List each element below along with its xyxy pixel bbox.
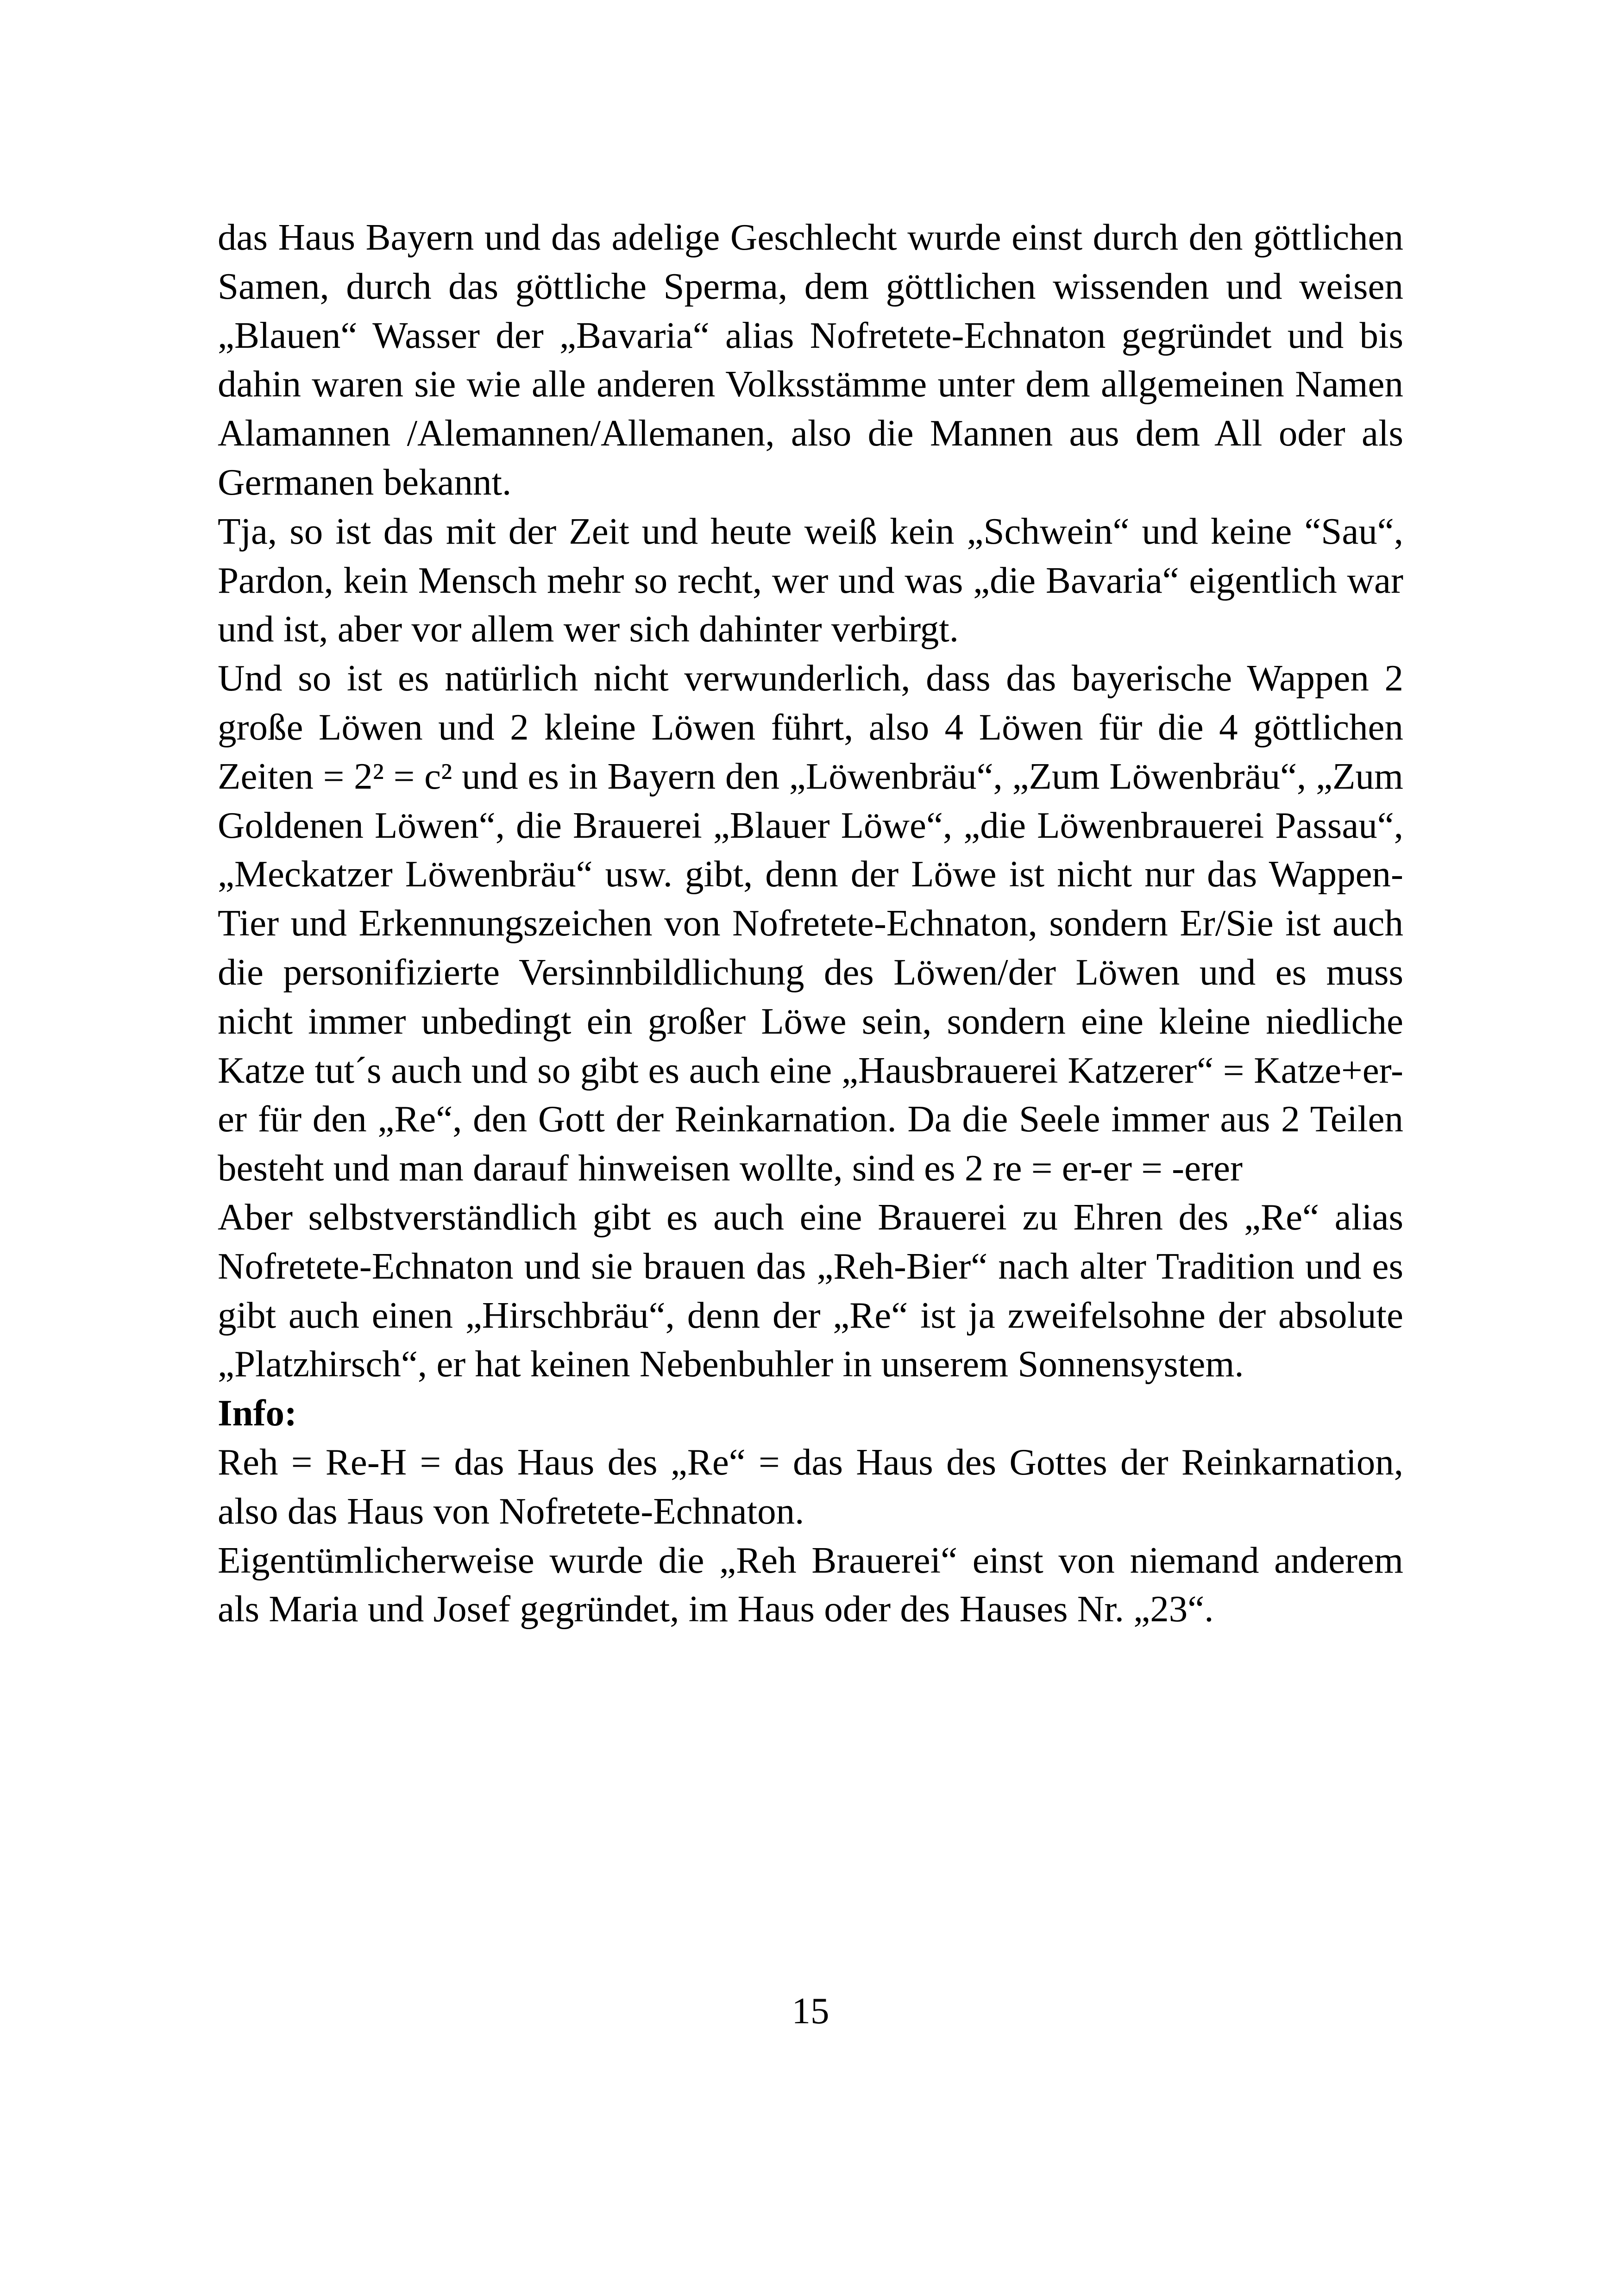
paragraph-lions: Und so ist es natürlich nicht verwunderlich, dass das bayerische Wappen 2 große Löwen und 2 kleine Löwen führt, also 4 Löwen für die 4 göttlichen Zeiten = 2² = c² und es in Bayern den „Löwenbräu“, „Zum Löwenbräu“, „Zum Goldenen Löwen“, die Brauerei „Blauer Löwe“, „die Löwenbrauerei Passau“, „Meckatzer Löwenbräu“ usw. gibt, denn der Löwe ist nicht nur das Wappen-Tier und Erkennungszeichen von Nofretete-Echnaton, sondern Er/Sie ist auch die personifizierte Versinnbildlichung des Löwen/der Löwen und es muss nicht immer unbedingt ein großer Löwe sein, sondern eine kleine niedliche Katze tut´s auch und so gibt es auch eine „Hausbrauerei Katzerer“ = Katze+er-er für den „Re“, den Gott der Reinkarnation. Da die Seele immer aus 2 Teilen besteht und man darauf hinweisen wollte, sind es 2 re = er-er = -erer	[218, 657, 1403, 1189]
paragraph-tja: Tja, so ist das mit der Zeit und heute weiß kein „Schwein“ und keine “Sau“, Pardon, kein Mensch mehr so recht, wer und was „die Bavaria“ eigentlich war und ist, aber vor allem wer sich dahinter verbirgt.	[218, 510, 1403, 650]
page-body	[218, 213, 1403, 1634]
info-heading: Info:	[218, 1392, 297, 1434]
paragraph-house-bavaria: das Haus Bayern und das adelige Geschlecht wurde einst durch den göttlichen Samen, durch das göttliche Sperma, dem göttlichen wissenden und weisen „Blauen“ Wasser der „Bavaria“ alias Nofretete-Echnaton gegründet und bis dahin waren sie wie alle anderen Volksstämme unter dem allgemeinen Namen Alamannen /Alemannen/Allemanen, also die Mannen aus dem All oder als Germanen bekannt.	[218, 216, 1403, 503]
info-paragraph-brauerei: Eigentümlicherweise wurde die „Reh Brauerei“ einst von niemand anderem als Maria und Josef gegründet, im Haus oder des Hauses Nr. „23“.	[218, 1539, 1403, 1630]
info-paragraph-reh: Reh = Re-H = das Haus des „Re“ = das Haus des Gottes der Reinkarnation, also das Haus von Nofretete-Echnaton.	[218, 1441, 1403, 1532]
paragraph-reh-bier: Aber selbstverständlich gibt es auch eine Brauerei zu Ehren des „Re“ alias Nofretete-Echnaton und sie brauen das „Reh-Bier“ nach alter Tradition und es gibt auch einen „Hirschbräu“, denn der „Re“ ist ja zweifelsohne der absolute „Platzhirsch“, er hat keinen Nebenbuhler in unserem Sonnensystem.	[218, 1196, 1403, 1385]
page-number: 15	[792, 1990, 829, 2032]
